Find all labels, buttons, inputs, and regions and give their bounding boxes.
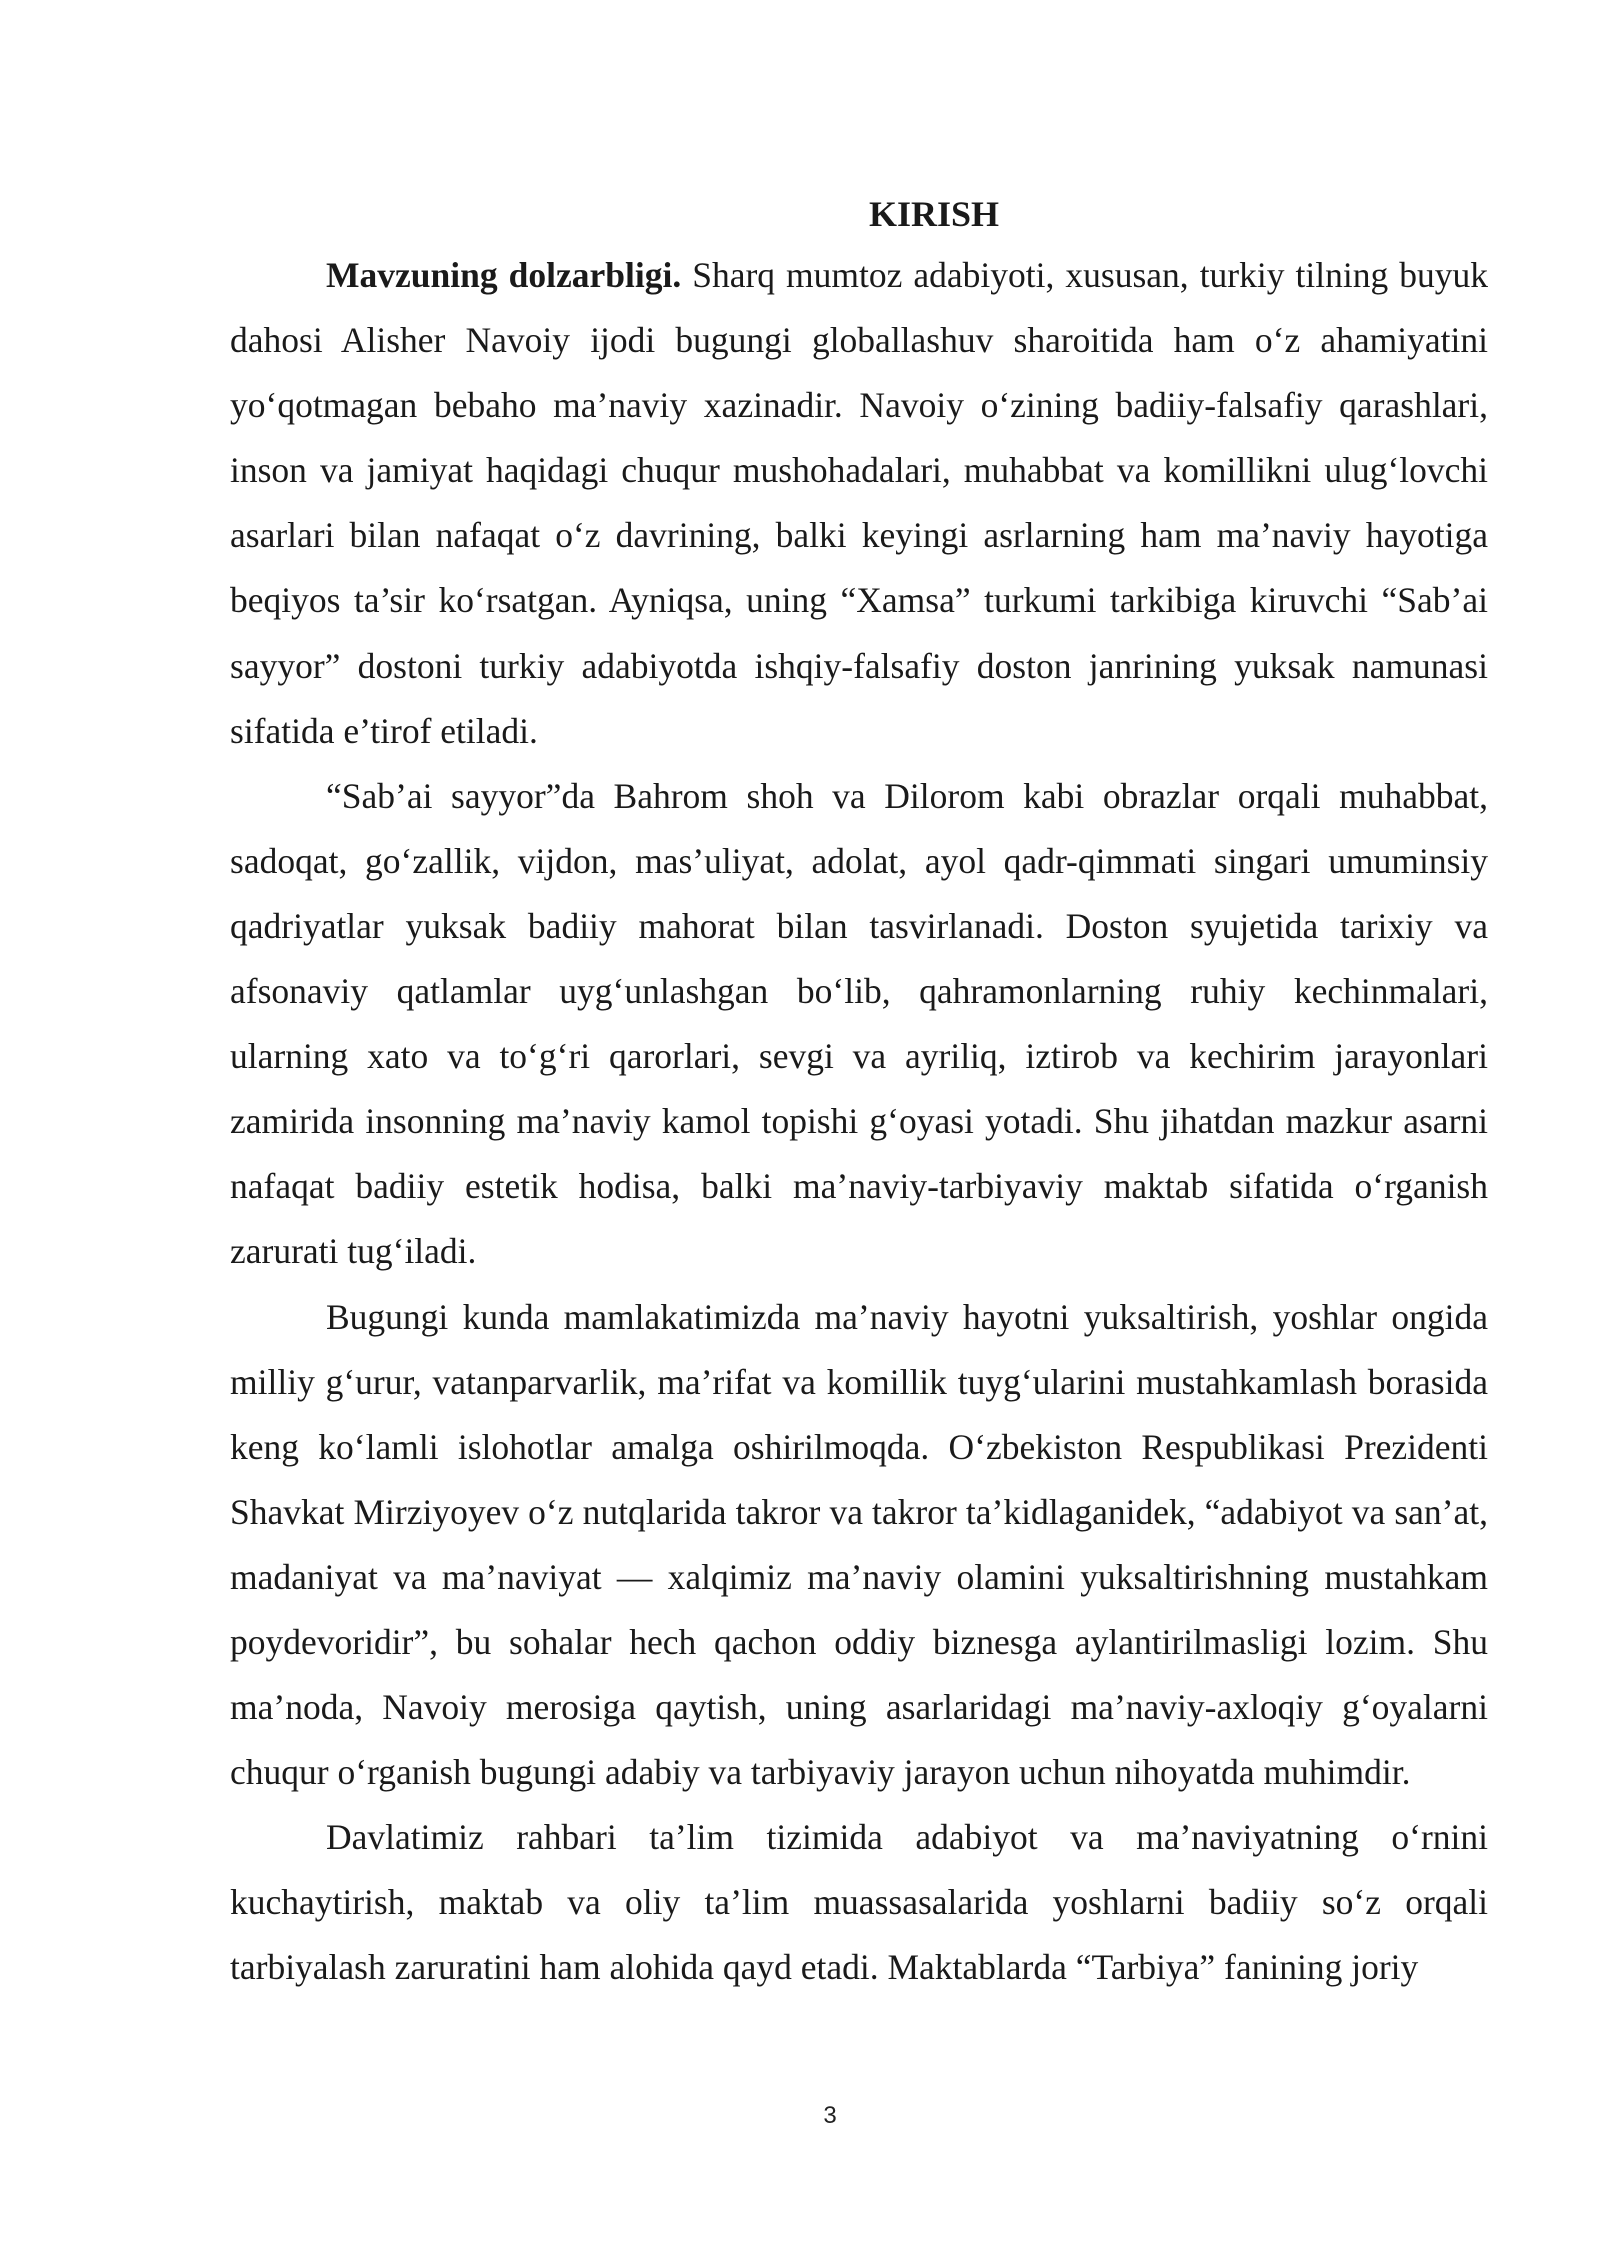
paragraph-spiritual-life <box>230 1285 1488 1806</box>
paragraph-relevance <box>230 243 1488 764</box>
paragraph-text: “Sab’ai sayyor”da Bahrom shoh va Dilorom kabi obrazlar orqali muhabbat, sadoqat, go‘zallik, vijdon, mas’uliyat, adolat, ayol qadr-qimmati singari umuminsiy qadriyatlar yuksak badiiy mahorat bilan tasvirlanadi. Doston syujetida tarixiy va afsonaviy qatlamlar uyg‘unlashgan bo‘lib, qahramonlarning ruhiy kechinmalari, ularning xato va to‘g‘ri qarorlari, sevgi va ayriliq, iztirob va kechirim jarayonlari zamirida insonning ma’naviy kamol topishi g‘oyasi yotadi. Shu jihatdan mazkur asarni nafaqat badiiy estetik hodisa, balki ma’naviy-tarbiyaviy maktab sifatida o‘rganish zarurati tug‘iladi. <box>230 775 1488 1272</box>
paragraph-text: Davlatimiz rahbari ta’lim tizimida adabiyot va ma’naviyatning o‘rnini kuchaytirish, maktab va oliy ta’lim muassasalarida yoshlarni badiiy so‘z orqali tarbiyalash zaruratini ham alohida qayd etadi. Maktablarda “Tarbiya” fanining joriy <box>230 1817 1488 1988</box>
paragraph-education <box>230 1805 1488 2000</box>
paragraph-lead: Mavzuning dolzarbligi. <box>326 255 682 295</box>
section-heading: KIRISH <box>868 194 1000 234</box>
paragraph-text: Sharq mumtoz adabiyoti, xususan, turkiy tilning buyuk dahosi Alisher Navoiy ijodi bugungi globallashuv sharoitida ham o‘z ahamiyatini yo‘qotmagan bebaho ma’naviy xazinadir. Navoiy o‘zining badiiy-falsafiy qarashlari, inson va jamiyat haqidagi chuqur mushohadalari, muhabbat va komillikni ulug‘lovchi asarlari bilan nafaqat o‘z davrining, balki keyingi asrlarning ham ma’naviy hayotiga beqiyos ta’sir ko‘rsatgan. Ayniqsa, uning “Xamsa” turkumi tarkibiga kiruvchi “Sab’ai sayyor” dostoni turkiy adabiyotda ishqiy-falsafiy doston janrining yuksak namunasi sifatida e’tirof etiladi. <box>230 255 1488 751</box>
page-number: 3 <box>823 2102 837 2129</box>
paragraph-sabai-sayyor <box>230 764 1488 1285</box>
page-body <box>230 185 1488 2001</box>
paragraph-text: Bugungi kunda mamlakatimizda ma’naviy hayotni yuksaltirish, yoshlar ongida milliy g‘urur, vatanparvarlik, ma’rifat va komillik tuyg‘ularini mustahkamlash borasida keng ko‘lamli islohotlar amalga oshirilmoqda. O‘zbekiston Respublikasi Prezidenti Shavkat Mirziyoyev o‘z nutqlarida takror va takror ta’kidlaganidek, “adabiyot va san’at, madaniyat va ma’naviyat — xalqimiz ma’naviy olamini yuksaltirishning mustahkam poydevoridir”, bu sohalar hech qachon oddiy biznesga aylantirilmasligi lozim. Shu ma’noda, Navoiy merosiga qaytish, uning asarlaridagi ma’naviy-axloqiy g‘oyalarni chuqur o‘rganish bugungi adabiy va tarbiyaviy jarayon uchun nihoyatda muhimdir. <box>230 1296 1488 1793</box>
